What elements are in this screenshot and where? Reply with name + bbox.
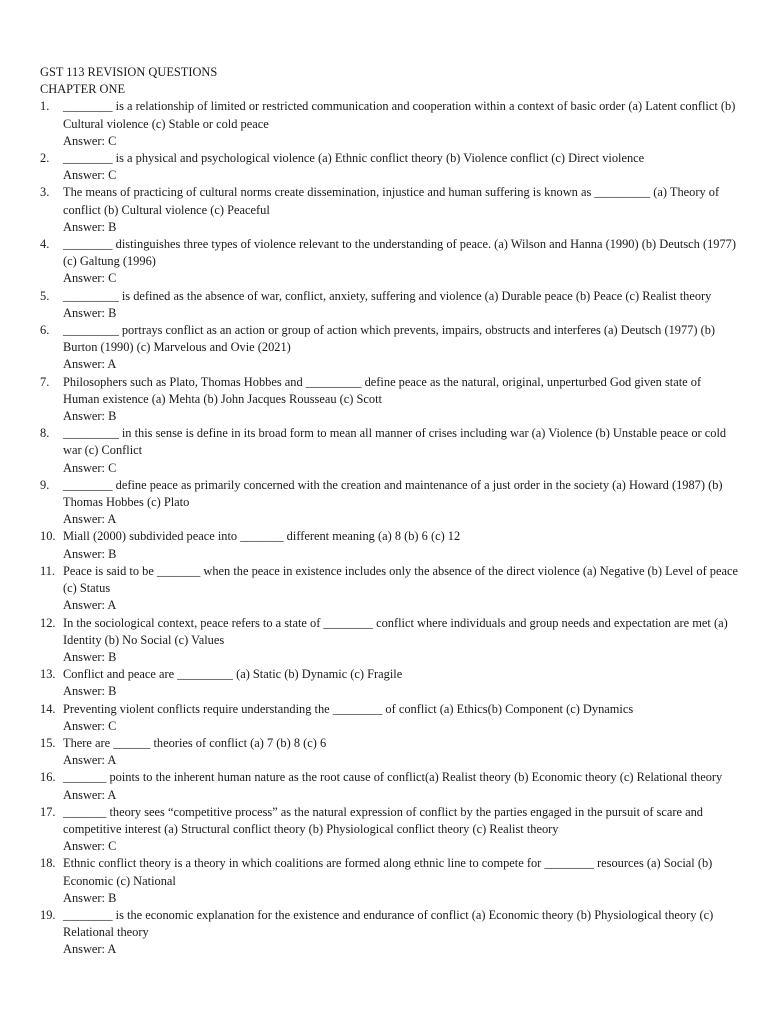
question-item [40, 477, 740, 529]
question-body [63, 855, 740, 907]
answer-line: Answer: B [63, 409, 117, 424]
answer-line: Answer: A [63, 357, 117, 372]
chapter-heading: CHAPTER ONE [40, 82, 126, 97]
answer-line: Answer: B [63, 305, 117, 320]
answer-line: Answer: C [63, 718, 117, 733]
question-item [40, 769, 740, 803]
question-item [40, 666, 740, 700]
answer-line: Answer: A [63, 787, 117, 802]
question-text: _________ in this sense is define in its broad form to mean all manner of crises including war (a) Violence (b) Unstable peace or cold war (c) Conflict [63, 426, 727, 458]
question-item [40, 322, 740, 374]
question-number: 11. [40, 563, 56, 578]
answer-line: Answer: B [63, 649, 117, 664]
answer-line: Answer: A [63, 598, 117, 613]
question-number: 17. [40, 804, 56, 819]
question-number: 1. [40, 99, 50, 114]
question-item [40, 374, 740, 426]
document-page [40, 64, 740, 959]
question-text: ________ is the economic explanation for the existence and endurance of conflict (a) Economic theory (b) Physiological theory (c) Relational theory [63, 907, 714, 940]
question-body [63, 288, 740, 322]
question-body [63, 477, 740, 529]
question-body [63, 528, 740, 562]
answer-line: Answer: A [63, 753, 117, 768]
question-number: 12. [40, 615, 56, 630]
question-number: 15. [40, 735, 56, 750]
answer-line: Answer: B [63, 890, 117, 905]
question-text: _________ portrays conflict as an action or group of action which prevents, impairs, obstructs and interferes (a) Deutsch (1977) (b) Burton (1990) (c) Marvelous and Ovie (2021) [63, 323, 716, 355]
answer-line: Answer: C [63, 460, 117, 475]
question-text: _________ is defined as the absence of war, conflict, anxiety, suffering and violence (a) Durable peace (b) Peace (c) Realist theory [63, 288, 712, 303]
question-body [63, 615, 740, 667]
question-text: _______ points to the inherent human nature as the root cause of conflict(a) Realist theory (b) Economic theory (c) Relational theory [63, 770, 723, 785]
question-number: 9. [40, 477, 50, 492]
question-text: Conflict and peace are _________ (a) Static (b) Dynamic (c) Fragile [63, 667, 403, 682]
question-text: The means of practicing of cultural norms create dissemination, injustice and human suffering is known as _________ (a) Theory of conflict (b) Cultural violence (c) Peaceful [63, 185, 720, 217]
answer-line: Answer: B [63, 684, 117, 699]
question-body [63, 425, 740, 477]
question-number: 3. [40, 185, 50, 200]
question-text: _______ theory sees “competitive process” as the natural expression of conflict by the parties engaged in the pursuit of scare and competitive interest (a) Structural conflict theory (b) Physiological conflict theory (c) Realist theory [63, 804, 703, 836]
question-text: In the sociological context, peace refers to a state of ________ conflict where individuals and group needs and expectation are met (a) Identity (b) No Social (c) Values [63, 615, 728, 647]
question-text: Miall (2000) subdivided peace into _______ different meaning (a) 8 (b) 6 (c) 12 [63, 529, 461, 544]
answer-line: Answer: C [63, 271, 117, 286]
question-number: 6. [40, 323, 50, 338]
question-body [63, 374, 740, 426]
question-number: 10. [40, 529, 56, 544]
question-item [40, 236, 740, 288]
question-body [63, 563, 740, 615]
question-body [63, 701, 740, 735]
question-text: Ethnic conflict theory is a theory in which coalitions are formed along ethnic line to compete for ________ resources (a) Social (b) Economic (c) National [63, 856, 713, 888]
question-item [40, 563, 740, 615]
answer-line: Answer: A [63, 512, 117, 527]
answer-line: Answer: C [63, 839, 117, 854]
question-item [40, 855, 740, 907]
question-body [63, 150, 740, 184]
question-body [63, 907, 740, 959]
question-body [63, 769, 740, 803]
question-item [40, 288, 740, 322]
question-item [40, 615, 740, 667]
question-number: 19. [40, 907, 56, 922]
question-list [40, 98, 740, 958]
question-item [40, 98, 740, 150]
question-number: 13. [40, 667, 56, 682]
question-body [63, 98, 740, 150]
question-text: ________ define peace as primarily concerned with the creation and maintenance of a just order in the society (a) Howard (1987) (b) Thomas Hobbes (c) Plato [63, 477, 723, 510]
question-number: 5. [40, 288, 50, 303]
question-item [40, 184, 740, 236]
question-item [40, 150, 740, 184]
question-text: There are ______ theories of conflict (a) 7 (b) 8 (c) 6 [63, 735, 327, 750]
question-item [40, 804, 740, 856]
question-number: 2. [40, 151, 50, 166]
answer-line: Answer: C [63, 133, 117, 148]
question-body [63, 735, 740, 769]
question-number: 14. [40, 701, 56, 716]
question-number: 7. [40, 374, 50, 389]
question-text: ________ is a physical and psychological violence (a) Ethnic conflict theory (b) Violence conflict (c) Direct violence [63, 151, 645, 166]
document-title: GST 113 REVISION QUESTIONS [40, 65, 218, 79]
question-number: 16. [40, 770, 56, 785]
question-text: ________ is a relationship of limited or restricted communication and cooperation within a context of basic order (a) Latent conflict (b) Cultural violence (c) Stable or cold peace [63, 99, 736, 131]
answer-line: Answer: A [63, 942, 117, 957]
question-body [63, 184, 740, 236]
question-item [40, 528, 740, 562]
answer-line: Answer: C [63, 168, 117, 183]
question-text: Preventing violent conflicts require understanding the ________ of conflict (a) Ethics(b) Component (c) Dynamics [63, 701, 634, 716]
question-item [40, 425, 740, 477]
question-body [63, 666, 740, 700]
answer-line: Answer: B [63, 546, 117, 561]
question-item [40, 735, 740, 769]
question-item [40, 701, 740, 735]
question-body [63, 236, 740, 288]
question-body [63, 322, 740, 374]
question-text: Philosophers such as Plato, Thomas Hobbes and _________ define peace as the natural, original, unperturbed God given state of Human existence (a) Mehta (b) John Jacques Rousseau (c) Scott [63, 374, 702, 406]
question-number: 8. [40, 426, 50, 441]
answer-line: Answer: B [63, 219, 117, 234]
question-text: Peace is said to be _______ when the peace in existence includes only the absence of the direct violence (a) Negative (b) Level of peace (c) Status [63, 563, 739, 596]
question-body [63, 804, 740, 856]
question-number: 4. [40, 237, 50, 252]
question-item [40, 907, 740, 959]
question-text: ________ distinguishes three types of violence relevant to the understanding of peace. (a) Wilson and Hanna (1990) (b) Deutsch (1977) (c) Galtung (1996) [63, 237, 736, 269]
question-number: 18. [40, 856, 56, 871]
